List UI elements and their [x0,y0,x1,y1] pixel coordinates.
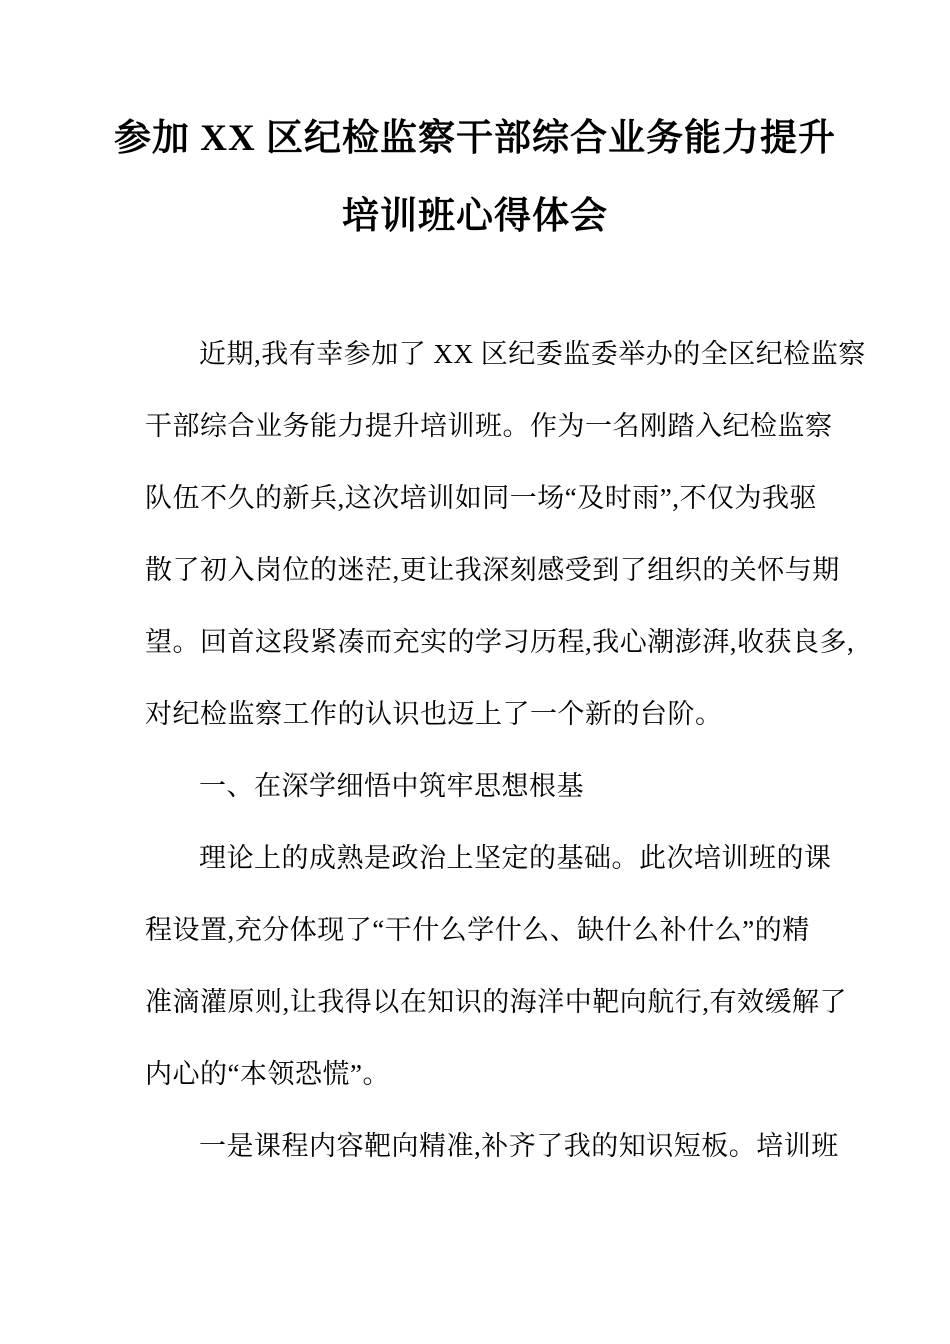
body-line: 望。回首这段紧凑而充实的学习历程,我心潮澎湃,收获良多, [145,627,855,657]
document-body [145,318,866,1182]
body-line: 队伍不久的新兵,这次培训如同一场“及时雨”,不仅为我驱 [145,483,817,513]
body-line: 程设置,充分体现了“干什么学什么、缺什么补什么”的精 [145,915,810,945]
body-line: 散了初入岗位的迷茫,更让我深刻感受到了组织的关怀与期 [145,555,840,585]
body-line: 一、在深学细悟中筑牢思想根基 [199,771,584,801]
body-line: 内心的“本领恐慌”。 [145,1059,390,1089]
body-line: 对纪检监察工作的认识也迈上了一个新的台阶。 [145,699,723,729]
body-line: 干部综合业务能力提升培训班。作为一名刚踏入纪检监察 [145,411,833,441]
body-line: 一是课程内容靶向精准,补齐了我的知识短板。培训班 [199,1131,839,1161]
body-line: 近期,我有幸参加了 XX 区纪委监委举办的全区纪检监察 [199,339,866,369]
document-title-line-2: 培训班心得体会 [342,196,608,237]
document-title-line-1: 参加 XX 区纪检监察干部综合业务能力提升 [114,118,836,159]
body-line: 理论上的成熟是政治上坚定的基础。此次培训班的课 [199,843,832,873]
body-line: 准滴灌原则,让我得以在知识的海洋中靶向航行,有效缓解了 [145,987,847,1017]
document-title [0,100,950,256]
